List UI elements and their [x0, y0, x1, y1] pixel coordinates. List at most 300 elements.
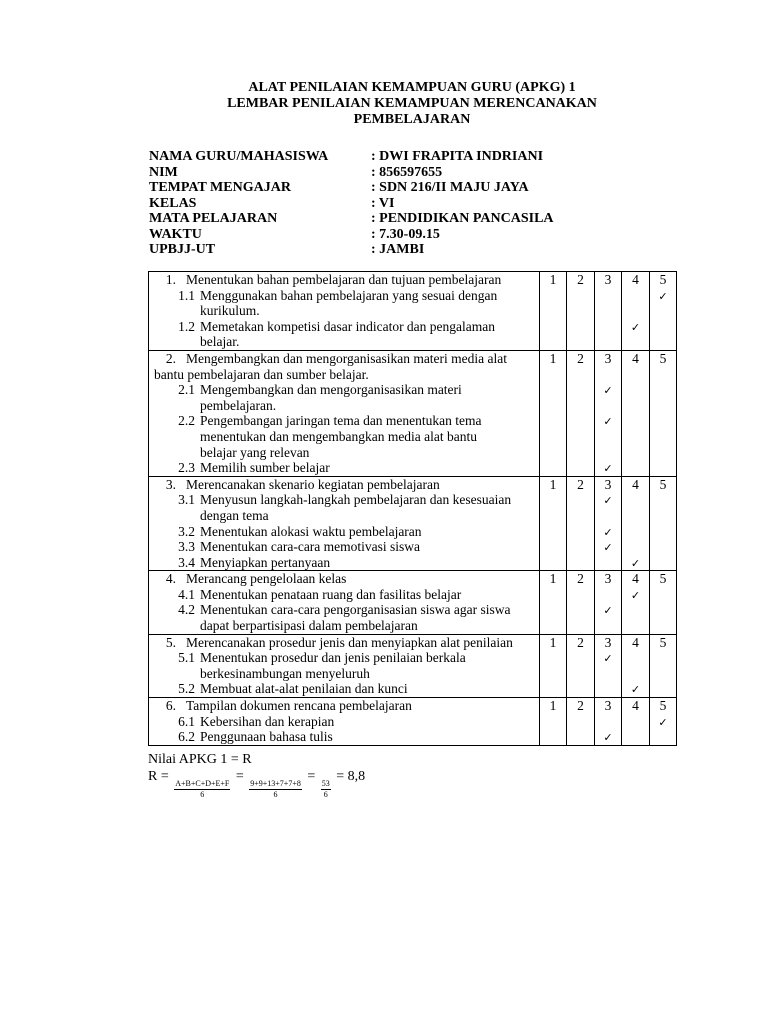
- item-number: 5.2: [178, 681, 195, 697]
- section-heading: [149, 635, 535, 651]
- score-cell: [650, 555, 676, 571]
- item-line: [149, 587, 535, 603]
- score-label: 3: [604, 272, 612, 287]
- item-text-continued: menentukan dan mengembangkan media alat bantu: [200, 428, 478, 444]
- section-row: [149, 350, 677, 476]
- score-column-3: [595, 350, 622, 476]
- score-cell: [595, 602, 621, 618]
- score-cell: [567, 602, 594, 618]
- item-line: [149, 460, 535, 476]
- score-cell: [567, 445, 594, 461]
- score-cell: [595, 555, 621, 571]
- score-cell: [540, 492, 566, 508]
- score-column-3: [595, 476, 622, 571]
- score-cell: [567, 460, 594, 476]
- check-mark-icon: ✓: [603, 415, 613, 429]
- score-cell: [540, 508, 566, 524]
- section-row: [149, 698, 677, 746]
- score-cell: [622, 429, 649, 445]
- section-number: 4.: [165, 571, 176, 587]
- score-cell: [567, 319, 594, 335]
- item-text: Menggunakan bahan pembelajaran yang sesuai dengan: [200, 287, 498, 303]
- info-value: : DWI FRAPITA INDRIANI: [371, 149, 544, 164]
- score-column-2: [567, 476, 595, 571]
- score-cell: [650, 319, 676, 335]
- item-text: Menentukan cara-cara pengorganisasian siswa agar siswa: [200, 602, 511, 618]
- score-cell: [595, 367, 621, 383]
- score-cell: [540, 319, 566, 335]
- score-cell: [650, 303, 676, 319]
- score-column-1: [540, 350, 567, 476]
- assessment-table: [148, 271, 677, 746]
- score-cell: [622, 681, 649, 697]
- item-text-continued: belajar yang relevan: [200, 444, 310, 460]
- score-cell: [650, 666, 676, 682]
- score-cell: [595, 334, 621, 350]
- check-mark-icon: ✓: [603, 494, 613, 508]
- score-cell: [622, 650, 649, 666]
- section-title-2: bantu pembelajaran dan sumber belajar.: [154, 366, 369, 382]
- score-column-1: [540, 571, 567, 634]
- item-number: 4.1: [178, 586, 195, 602]
- score-cell: [622, 303, 649, 319]
- score-cell: [595, 460, 621, 476]
- item-number: 6.2: [178, 729, 195, 745]
- item-line: [149, 729, 535, 745]
- score-cell: [540, 681, 566, 697]
- item-line: [149, 319, 535, 335]
- fraction-sum: [321, 779, 331, 800]
- equals-2: =: [307, 769, 316, 784]
- score-cell: [567, 618, 594, 634]
- item-number: 1.2: [178, 318, 195, 334]
- score-cell: [650, 587, 676, 603]
- score-cell: [540, 334, 566, 350]
- score-cell: [540, 666, 566, 682]
- score-cell: [595, 729, 621, 745]
- score-cell: [622, 618, 649, 634]
- score-cell: [540, 398, 566, 414]
- score-cell: [540, 618, 566, 634]
- score-label: 4: [632, 476, 639, 492]
- score-column-2: [567, 571, 595, 634]
- score-cell: [650, 539, 676, 555]
- section-number: 3.: [165, 476, 176, 492]
- score-label: 2: [577, 476, 584, 492]
- title-line-3: PEMBELAJARAN: [353, 112, 471, 127]
- score-label: 2: [577, 272, 584, 287]
- score-cell: [567, 666, 594, 682]
- score-cell: [622, 714, 649, 730]
- score-cell: [540, 714, 566, 730]
- info-row: [149, 211, 669, 227]
- score-label: 3: [604, 350, 612, 366]
- equals-1: =: [235, 769, 244, 784]
- score-cell: [622, 413, 649, 429]
- score-cell: [567, 429, 594, 445]
- info-label: TEMPAT MENGAJAR: [149, 180, 291, 195]
- score-label: 4: [632, 571, 639, 587]
- info-label: UPBJJ-UT: [149, 242, 216, 257]
- score-cell: [650, 650, 676, 666]
- section-row: [149, 272, 677, 351]
- score-cell: [567, 681, 594, 697]
- score-cell: [622, 492, 649, 508]
- section-title: Mengembangkan dan mengorganisasikan materi media alat: [186, 350, 508, 366]
- score-label: 3: [604, 571, 612, 587]
- score-cell: [650, 334, 676, 350]
- score-cell: [595, 303, 621, 319]
- item-text: Menentukan prosedur dan jenis penilaian berkala: [200, 650, 466, 666]
- section-description: [149, 272, 540, 351]
- score-label: 5: [659, 571, 667, 587]
- score-column-5: [650, 698, 677, 746]
- score-cell: [540, 555, 566, 571]
- score-label: 1: [549, 634, 557, 650]
- score-cell: [650, 398, 676, 414]
- section-heading: [149, 477, 535, 493]
- score-column-1: [540, 634, 567, 697]
- score-column-2: [567, 350, 595, 476]
- score-label: 2: [577, 698, 584, 714]
- score-cell: [567, 555, 594, 571]
- fraction-sum-denominator: 6: [323, 790, 328, 799]
- score-cell: [540, 524, 566, 540]
- item-text-continued: kurikulum.: [200, 303, 260, 319]
- score-cell: [595, 508, 621, 524]
- score-cell: [650, 618, 676, 634]
- score-label: 4: [632, 350, 639, 366]
- section-heading: [149, 571, 535, 587]
- info-value: : 856597655: [371, 164, 443, 180]
- title-line-2: LEMBAR PENILAIAN KEMAMPUAN MERENCANAKAN: [227, 96, 597, 111]
- score-label: 1: [549, 350, 557, 366]
- info-label: WAKTU: [149, 226, 202, 242]
- item-text-continued: dengan tema: [200, 507, 269, 523]
- item-text: Menentukan cara-cara memotivasi siswa: [200, 539, 421, 555]
- score-column-2: [567, 272, 595, 351]
- item-line: [149, 382, 535, 398]
- item-text: Memetakan kompetisi dasar indicator dan pengalaman: [200, 318, 496, 334]
- section-description: [149, 350, 540, 476]
- score-cell: [567, 413, 594, 429]
- score-cell: [567, 729, 594, 745]
- check-mark-icon: ✓: [630, 588, 641, 602]
- score-cell: [650, 413, 676, 429]
- score-cell: [622, 508, 649, 524]
- score-column-5: [650, 350, 677, 476]
- info-row: [149, 180, 669, 196]
- fraction-sum-numerator: 53: [321, 779, 330, 788]
- score-cell: [567, 714, 594, 730]
- score-cell: [567, 587, 594, 603]
- info-label: KELAS: [149, 195, 197, 211]
- score-column-4: [622, 350, 650, 476]
- score-column-3: [595, 272, 622, 351]
- item-text: Mengembangkan dan mengorganisasikan materi: [200, 382, 462, 398]
- item-line: [149, 413, 535, 429]
- score-label: 2: [577, 571, 584, 587]
- item-number: 1.1: [178, 287, 195, 303]
- info-value: : 7.30-09.15: [371, 226, 440, 242]
- item-text: Menyiapkan pertanyaan: [200, 554, 331, 570]
- item-text: Memilih sumber belajar: [200, 460, 330, 476]
- score-cell: [622, 666, 649, 682]
- info-row: [149, 242, 669, 258]
- item-number: 6.1: [178, 713, 195, 729]
- score-cell: [595, 524, 621, 540]
- score-cell: [622, 319, 649, 335]
- item-number: 3.1: [178, 492, 195, 508]
- score-cell: [622, 460, 649, 476]
- score-cell: [567, 367, 594, 383]
- score-cell: [595, 681, 621, 697]
- check-mark-icon: ✓: [630, 683, 641, 697]
- check-mark-icon: ✓: [603, 525, 613, 539]
- score-column-5: [650, 634, 677, 697]
- score-cell: [595, 666, 621, 682]
- item-line: [149, 714, 535, 730]
- info-row: [149, 196, 669, 212]
- score-label: 2: [577, 350, 584, 366]
- score-cell: [540, 729, 566, 745]
- score-cell: [567, 492, 594, 508]
- section-description: [149, 476, 540, 571]
- item-number: 3.3: [178, 539, 195, 555]
- score-cell: [622, 445, 649, 461]
- check-mark-icon: ✓: [630, 320, 641, 334]
- score-cell: [650, 524, 676, 540]
- score-label: 5: [659, 698, 667, 714]
- score-label: 1: [549, 476, 557, 492]
- score-cell: [622, 288, 649, 304]
- score-column-2: [567, 634, 595, 697]
- score-cell: [595, 714, 621, 730]
- score-cell: [622, 555, 649, 571]
- score-cell: [622, 729, 649, 745]
- section-number: 6.: [165, 698, 176, 714]
- check-mark-icon: ✓: [630, 556, 641, 570]
- section-title: Tampilan dokumen rencana pembelajaran: [186, 698, 412, 714]
- score-cell: [650, 445, 676, 461]
- section-heading: [149, 351, 535, 367]
- item-number: 3.4: [178, 554, 195, 570]
- item-text-continued: berkesinambungan menyeluruh: [200, 665, 370, 681]
- section-title: Merencanakan prosedur jenis dan menyiapkan alat penilaian: [186, 634, 513, 650]
- section-description: [149, 634, 540, 697]
- score-cell: [622, 539, 649, 555]
- score-label: 4: [632, 634, 639, 650]
- info-row: [149, 227, 669, 243]
- item-text-continued: dapat berpartisipasi dalam pembelajaran: [200, 618, 418, 634]
- result-line-1: Nilai APKG 1 = R: [148, 752, 252, 767]
- score-column-1: [540, 476, 567, 571]
- score-cell: [595, 587, 621, 603]
- identity-block: [149, 149, 669, 258]
- info-value: : SDN 216/II MAJU JAYA: [371, 180, 529, 195]
- item-line: [149, 555, 535, 571]
- score-cell: [595, 382, 621, 398]
- score-label: 2: [577, 634, 584, 650]
- section-title: Menentukan bahan pembelajaran dan tujuan pembelajaran: [186, 272, 502, 287]
- item-number: 3.2: [178, 523, 195, 539]
- check-mark-icon: ✓: [658, 715, 668, 729]
- score-label: 3: [604, 476, 612, 492]
- score-label: 1: [549, 272, 557, 287]
- item-text-continued: pembelajaran.: [200, 397, 277, 413]
- score-cell: [622, 587, 649, 603]
- score-cell: [650, 460, 676, 476]
- item-text: Kebersihan dan kerapian: [200, 713, 335, 729]
- fraction-letters-numerator: A+B+C+D+E+F: [175, 779, 230, 788]
- score-cell: [567, 334, 594, 350]
- score-cell: [595, 429, 621, 445]
- section-description: [149, 698, 540, 746]
- item-line: [149, 492, 535, 508]
- fraction-letters: [174, 779, 230, 800]
- score-cell: [540, 429, 566, 445]
- section-title: Merancang pengelolaan kelas: [186, 571, 347, 587]
- check-mark-icon: ✓: [603, 731, 613, 745]
- score-cell: [595, 492, 621, 508]
- info-label: NAMA GURU/MAHASISWA: [149, 149, 329, 164]
- item-line: [149, 288, 535, 304]
- section-number: 1.: [165, 272, 176, 287]
- score-cell: [622, 334, 649, 350]
- score-cell: [595, 413, 621, 429]
- score-cell: [650, 729, 676, 745]
- item-text: Membuat alat-alat penilaian dan kunci: [200, 681, 408, 697]
- score-label: 1: [549, 571, 557, 587]
- score-cell: [567, 303, 594, 319]
- section-title-continued: [149, 367, 535, 383]
- score-column-1: [540, 272, 567, 351]
- check-mark-icon: ✓: [603, 541, 613, 555]
- score-cell: [650, 681, 676, 697]
- score-column-3: [595, 634, 622, 697]
- check-mark-icon: ✓: [603, 384, 613, 398]
- score-column-4: [622, 272, 650, 351]
- score-cell: [540, 587, 566, 603]
- score-label: 3: [604, 634, 612, 650]
- score-cell: [650, 492, 676, 508]
- document-title: [148, 80, 676, 128]
- score-label: 5: [659, 634, 667, 650]
- score-column-1: [540, 698, 567, 746]
- score-cell: [595, 445, 621, 461]
- score-label: 4: [632, 272, 639, 287]
- section-description: [149, 571, 540, 634]
- fraction-values: [249, 779, 302, 800]
- score-cell: [540, 602, 566, 618]
- score-cell: [650, 367, 676, 383]
- item-text: Pengembangan jaringan tema dan menentukan tema: [200, 413, 482, 429]
- item-number: 2.2: [178, 413, 195, 429]
- score-label: 4: [632, 698, 639, 714]
- score-cell: [622, 398, 649, 414]
- item-text: Menentukan alokasi waktu pembelajaran: [200, 523, 422, 539]
- score-label: 5: [659, 272, 667, 287]
- check-mark-icon: ✓: [603, 462, 613, 476]
- item-text-continued: belajar.: [200, 334, 240, 350]
- score-cell: [595, 539, 621, 555]
- item-line: [149, 524, 535, 540]
- score-column-5: [650, 571, 677, 634]
- score-cell: [595, 398, 621, 414]
- score-label: 1: [549, 698, 557, 714]
- score-column-2: [567, 698, 595, 746]
- score-cell: [650, 382, 676, 398]
- score-column-5: [650, 272, 677, 351]
- info-row: [149, 149, 669, 165]
- score-label: 5: [659, 350, 667, 366]
- score-cell: [650, 429, 676, 445]
- info-row: [149, 165, 669, 181]
- score-column-5: [650, 476, 677, 571]
- score-column-4: [622, 698, 650, 746]
- score-cell: [567, 382, 594, 398]
- result-block: [148, 751, 365, 800]
- score-cell: [567, 508, 594, 524]
- score-cell: [622, 524, 649, 540]
- section-heading: [149, 698, 535, 714]
- score-cell: [567, 650, 594, 666]
- score-column-4: [622, 634, 650, 697]
- section-row: [149, 634, 677, 697]
- check-mark-icon: ✓: [658, 289, 668, 303]
- final-score: = 8,8: [336, 769, 366, 784]
- score-cell: [540, 367, 566, 383]
- score-cell: [595, 319, 621, 335]
- item-number: 5.1: [178, 650, 195, 666]
- info-value: : VI: [371, 195, 395, 211]
- score-cell: [567, 398, 594, 414]
- section-number: 2.: [165, 350, 176, 366]
- score-column-4: [622, 476, 650, 571]
- item-line: [149, 602, 535, 618]
- section-number: 5.: [165, 634, 176, 650]
- score-cell: [540, 303, 566, 319]
- score-cell: [540, 413, 566, 429]
- score-cell: [622, 602, 649, 618]
- score-column-4: [622, 571, 650, 634]
- score-cell: [567, 524, 594, 540]
- item-line: [149, 681, 535, 697]
- score-cell: [595, 618, 621, 634]
- check-mark-icon: ✓: [603, 604, 613, 618]
- score-cell: [650, 714, 676, 730]
- info-value: : JAMBI: [371, 242, 425, 257]
- fraction-values-denominator: 6: [273, 790, 278, 799]
- score-cell: [650, 288, 676, 304]
- item-number: 4.2: [178, 602, 195, 618]
- fraction-values-numerator: 9+9+13+7+7+8: [250, 779, 301, 788]
- score-cell: [622, 367, 649, 383]
- item-line: [149, 539, 535, 555]
- fraction-letters-denominator: 6: [200, 790, 205, 799]
- item-text: Penggunaan bahasa tulis: [200, 729, 333, 745]
- score-cell: [595, 288, 621, 304]
- score-cell: [650, 602, 676, 618]
- score-cell: [540, 650, 566, 666]
- section-row: [149, 476, 677, 571]
- score-label: 3: [604, 698, 612, 714]
- section-heading: [149, 272, 535, 288]
- item-text: Menentukan penataan ruang dan fasilitas belajar: [200, 586, 462, 602]
- score-cell: [540, 460, 566, 476]
- score-column-3: [595, 698, 622, 746]
- item-line: [149, 650, 535, 666]
